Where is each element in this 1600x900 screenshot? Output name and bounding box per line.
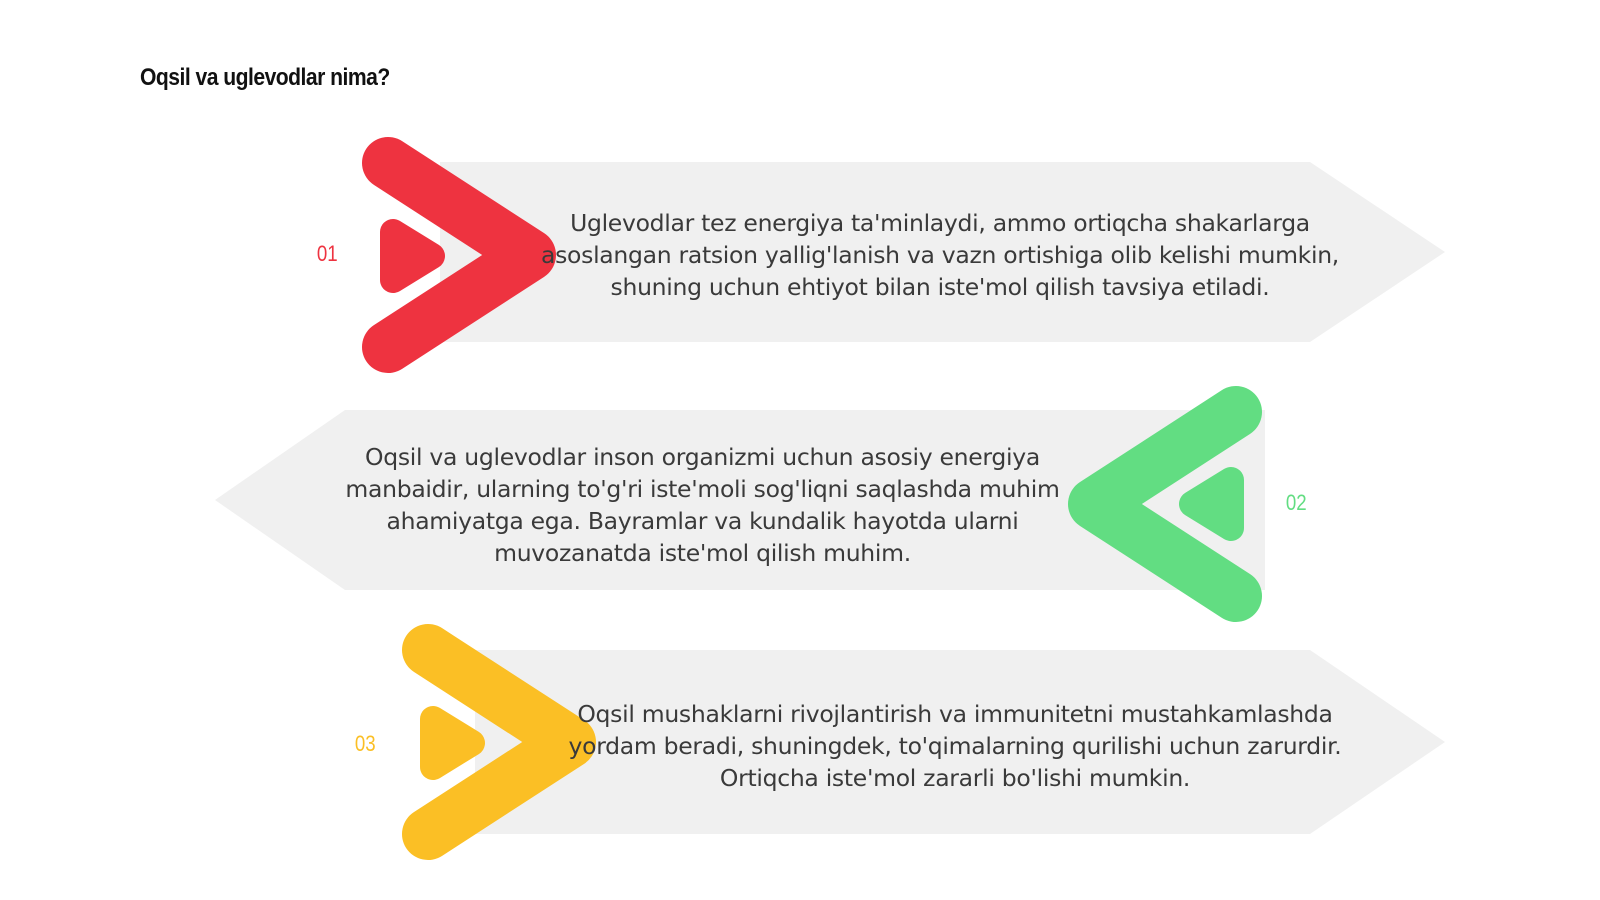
page-title: Oqsil va uglevodlar nima? [140, 64, 390, 91]
step-number-3: 03 [354, 731, 376, 756]
play-triangle-icon-3 [433, 719, 472, 767]
step-text-2: Oqsil va uglevodlar inson organizmi uchun asosiy energiya manbaidir, ularning to'g'ri iste'moli sog'liqni saqlashda muhim ahamiyatga ega. Bayramlar va kundalik hayotda ularni muvozanatda iste'mol qilish muhim. [345, 443, 1060, 567]
step-text-3: Oqsil mushaklarni rivojlantirish va immunitetni mustahkamlashda yordam beradi, shuningdek, to'qimalarning qurilishi uchun zarurdir. Ortiqcha iste'mol zararli bo'lishi mumkin. [568, 700, 1342, 792]
step-number-2: 02 [1285, 490, 1307, 515]
play-triangle-icon-2 [1192, 480, 1231, 528]
play-triangle-icon-1 [393, 232, 432, 280]
step-number-1: 01 [316, 241, 338, 266]
step-text-1: Uglevodlar tez energiya ta'minlaydi, ammo ortiqcha shakarlarga asoslangan ratsion yallig'lanish va vazn ortishiga olib kelishi mumkin, shuning uchun ehtiyot bilan iste'mol qilish tavsiya etiladi. [541, 209, 1339, 301]
